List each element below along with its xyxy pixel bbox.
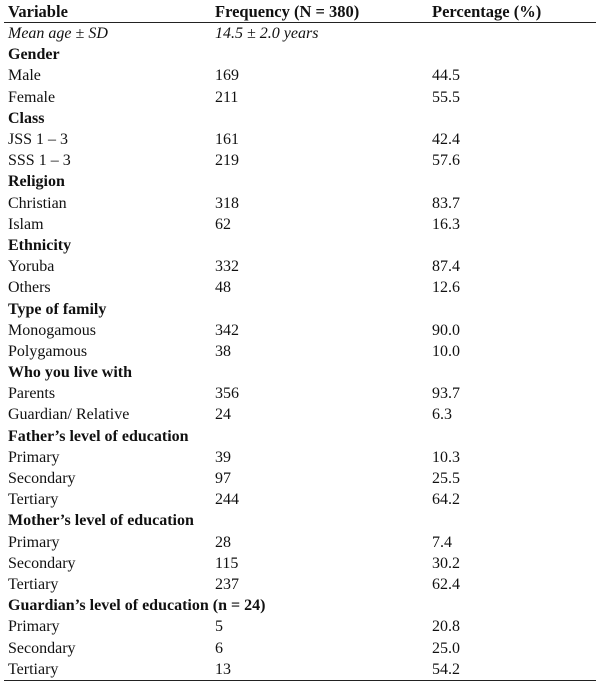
row-percentage: 42.4 — [432, 131, 460, 149]
section-title: Religion — [8, 173, 65, 191]
row-frequency: 62 — [215, 215, 231, 233]
table-row — [4, 659, 596, 681]
row-label: Polygamous — [8, 342, 88, 360]
row-frequency: 211 — [215, 88, 239, 106]
row-percentage: 90.0 — [432, 321, 460, 339]
row-label: Secondary — [8, 470, 76, 488]
row-label: Guardian/ Relative — [8, 406, 130, 424]
row-label: Tertiary — [4, 659, 211, 681]
table-body — [4, 23, 596, 681]
row-percentage: 93.7 — [432, 385, 460, 403]
demographics-table — [4, 0, 596, 681]
row-label: Tertiary — [8, 575, 59, 593]
table-row — [4, 256, 596, 277]
row-percentage: 16.3 — [432, 215, 460, 233]
table-row — [4, 87, 596, 108]
section-row — [4, 510, 596, 531]
row-frequency: 48 — [215, 279, 231, 297]
row-label: Male — [8, 67, 41, 85]
row-frequency: 318 — [215, 194, 239, 212]
header-frequency: Frequency (N = 380) — [211, 0, 428, 23]
row-label: Parents — [8, 385, 56, 403]
row-percentage: 7.4 — [432, 533, 452, 551]
table-header — [4, 0, 596, 23]
table-row — [4, 277, 596, 298]
row-percentage: 10.3 — [432, 448, 460, 466]
row-label: JSS 1 – 3 — [8, 131, 69, 149]
row-frequency: 219 — [215, 152, 239, 170]
row-percentage: 64.2 — [432, 491, 460, 509]
row-frequency: 115 — [215, 554, 239, 572]
row-label: Primary — [8, 448, 60, 466]
section-title: Class — [8, 109, 45, 127]
row-label: Monogamous — [8, 321, 96, 339]
row-frequency: 332 — [215, 258, 239, 276]
table-row — [4, 532, 596, 553]
row-percentage: 12.6 — [432, 279, 460, 297]
row-frequency: 39 — [215, 448, 231, 466]
row-percentage: 83.7 — [432, 194, 460, 212]
section-title: Mother’s level of education — [8, 512, 194, 530]
row-frequency: 28 — [215, 533, 231, 551]
section-row — [4, 595, 596, 616]
row-percentage: 87.4 — [432, 258, 460, 276]
section-row — [4, 44, 596, 65]
row-percentage: 54.2 — [428, 659, 596, 681]
row-label: SSS 1 – 3 — [8, 152, 71, 170]
table-row — [4, 447, 596, 468]
table-row — [4, 150, 596, 171]
table-row — [4, 489, 596, 510]
table-row — [4, 383, 596, 404]
table-row — [4, 320, 596, 341]
row-frequency: 342 — [215, 321, 239, 339]
table-row — [4, 468, 596, 489]
section-row — [4, 108, 596, 129]
table-row — [4, 404, 596, 425]
section-title: Father’s level of education — [8, 427, 189, 445]
row-label: Primary — [8, 533, 60, 551]
section-row — [4, 235, 596, 256]
table-row — [4, 637, 596, 658]
section-title: Who you live with — [8, 364, 133, 382]
row-frequency: 13 — [211, 659, 428, 681]
row-label: Female — [8, 88, 56, 106]
header-row — [4, 0, 596, 23]
row-frequency: 6 — [215, 639, 223, 657]
mean-age-value: 14.5 ± 2.0 years — [215, 25, 319, 43]
table-row — [4, 616, 596, 637]
section-title: Ethnicity — [8, 236, 72, 254]
table-row — [4, 214, 596, 235]
section-title: Gender — [8, 46, 60, 64]
table-row — [4, 341, 596, 362]
row-label: Tertiary — [8, 491, 59, 509]
row-label: Secondary — [8, 554, 76, 572]
header-percentage: Percentage (%) — [428, 0, 596, 23]
row-percentage: 30.2 — [432, 554, 460, 572]
table-row — [4, 574, 596, 595]
row-percentage: 20.8 — [432, 618, 460, 636]
mean-age-empty — [428, 23, 596, 45]
section-row — [4, 426, 596, 447]
row-frequency: 161 — [215, 131, 239, 149]
table-row — [4, 65, 596, 86]
section-title: Type of family — [8, 300, 107, 318]
row-percentage: 55.5 — [432, 88, 460, 106]
row-frequency: 169 — [215, 67, 239, 85]
mean-age-label: Mean age ± SD — [8, 25, 108, 43]
row-label: Islam — [8, 215, 44, 233]
section-row — [4, 362, 596, 383]
table-row — [4, 553, 596, 574]
row-percentage: 62.4 — [432, 575, 460, 593]
mean-age-row — [4, 23, 596, 45]
row-frequency: 24 — [215, 406, 231, 424]
section-row — [4, 171, 596, 192]
row-label: Yoruba — [8, 258, 55, 276]
table-row — [4, 129, 596, 150]
table-row — [4, 193, 596, 214]
row-frequency: 356 — [215, 385, 239, 403]
row-frequency: 97 — [215, 470, 231, 488]
row-label: Secondary — [8, 639, 76, 657]
row-frequency: 5 — [215, 618, 223, 636]
row-percentage: 44.5 — [432, 67, 460, 85]
row-frequency: 38 — [215, 342, 231, 360]
section-row — [4, 298, 596, 319]
row-label: Christian — [8, 194, 67, 212]
section-title: Guardian’s level of education (n = 24) — [8, 597, 266, 615]
row-frequency: 244 — [215, 491, 239, 509]
row-percentage: 25.5 — [432, 470, 460, 488]
row-percentage: 25.0 — [432, 639, 460, 657]
row-label: Others — [8, 279, 51, 297]
row-percentage: 6.3 — [432, 406, 452, 424]
header-variable: Variable — [4, 0, 211, 23]
row-label: Primary — [8, 618, 60, 636]
row-percentage: 57.6 — [432, 152, 460, 170]
row-percentage: 10.0 — [432, 342, 460, 360]
row-frequency: 237 — [215, 575, 239, 593]
